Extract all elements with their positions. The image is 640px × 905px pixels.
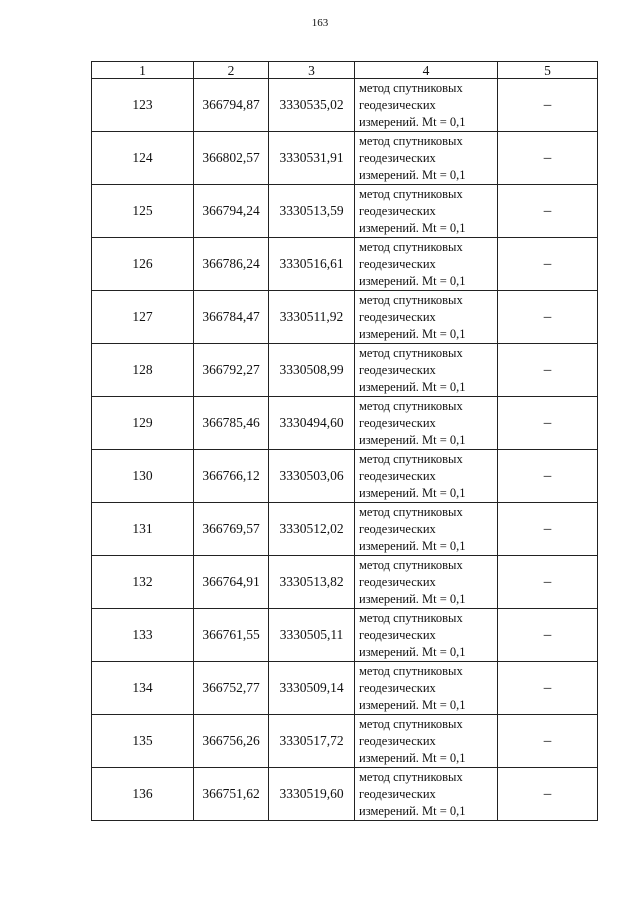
column-header: 3 [269, 62, 355, 79]
page-number: 163 [311, 17, 329, 29]
method-cell [355, 238, 498, 291]
method-line: метод спутниковых [359, 133, 463, 148]
column-header: 5 [498, 62, 598, 79]
method-line: измерений. Mt = 0,1 [359, 114, 466, 129]
method-line: измерений. Mt = 0,1 [359, 379, 466, 394]
x-coordinate-cell: 366802,57 [194, 132, 269, 185]
x-coordinate-cell: 366792,27 [194, 344, 269, 397]
point-number-cell: 131 [92, 503, 194, 556]
method-line: метод спутниковых [359, 398, 463, 413]
note-cell: – [498, 185, 598, 238]
method-line: измерений. Mt = 0,1 [359, 273, 466, 288]
method-line: метод спутниковых [359, 557, 463, 572]
point-number-cell: 123 [92, 79, 194, 132]
method-line: измерений. Mt = 0,1 [359, 697, 466, 712]
x-coordinate-cell: 366761,55 [194, 609, 269, 662]
y-coordinate-cell: 3330509,14 [269, 662, 355, 715]
y-coordinate-cell: 3330519,60 [269, 768, 355, 821]
y-coordinate-cell: 3330512,02 [269, 503, 355, 556]
note-cell: – [498, 397, 598, 450]
method-cell [355, 503, 498, 556]
method-line: геодезических [359, 786, 436, 801]
method-line: метод спутниковых [359, 345, 463, 360]
method-cell [355, 344, 498, 397]
table-row [92, 609, 598, 662]
method-line: геодезических [359, 627, 436, 642]
method-line: метод спутниковых [359, 504, 463, 519]
method-cell [355, 185, 498, 238]
y-coordinate-cell: 3330516,61 [269, 238, 355, 291]
method-cell [355, 556, 498, 609]
method-line: метод спутниковых [359, 80, 463, 95]
table-header-row [92, 62, 598, 79]
method-line: геодезических [359, 150, 436, 165]
method-line: геодезических [359, 415, 436, 430]
table-row [92, 397, 598, 450]
table-row [92, 503, 598, 556]
table-body [92, 79, 598, 821]
table-row [92, 768, 598, 821]
note-cell: – [498, 238, 598, 291]
table-row [92, 132, 598, 185]
method-line: метод спутниковых [359, 610, 463, 625]
note-cell: – [498, 556, 598, 609]
method-line: метод спутниковых [359, 292, 463, 307]
method-cell [355, 79, 498, 132]
point-number-cell: 134 [92, 662, 194, 715]
x-coordinate-cell: 366794,87 [194, 79, 269, 132]
note-cell: – [498, 503, 598, 556]
note-cell: – [498, 768, 598, 821]
method-line: метод спутниковых [359, 716, 463, 731]
method-line: геодезических [359, 521, 436, 536]
point-number-cell: 136 [92, 768, 194, 821]
x-coordinate-cell: 366752,77 [194, 662, 269, 715]
method-line: геодезических [359, 309, 436, 324]
method-line: измерений. Mt = 0,1 [359, 326, 466, 341]
note-cell: – [498, 662, 598, 715]
x-coordinate-cell: 366786,24 [194, 238, 269, 291]
method-line: измерений. Mt = 0,1 [359, 167, 466, 182]
method-line: геодезических [359, 256, 436, 271]
method-cell [355, 768, 498, 821]
coordinates-table [91, 61, 598, 821]
point-number-cell: 133 [92, 609, 194, 662]
note-cell: – [498, 715, 598, 768]
method-line: метод спутниковых [359, 239, 463, 254]
method-line: метод спутниковых [359, 663, 463, 678]
y-coordinate-cell: 3330535,02 [269, 79, 355, 132]
method-line: метод спутниковых [359, 769, 463, 784]
y-coordinate-cell: 3330505,11 [269, 609, 355, 662]
column-header: 4 [355, 62, 498, 79]
x-coordinate-cell: 366756,26 [194, 715, 269, 768]
method-line: измерений. Mt = 0,1 [359, 220, 466, 235]
method-cell [355, 662, 498, 715]
note-cell: – [498, 450, 598, 503]
y-coordinate-cell: 3330513,59 [269, 185, 355, 238]
method-line: геодезических [359, 733, 436, 748]
method-line: измерений. Mt = 0,1 [359, 750, 466, 765]
method-line: измерений. Mt = 0,1 [359, 644, 466, 659]
method-cell [355, 715, 498, 768]
y-coordinate-cell: 3330517,72 [269, 715, 355, 768]
table-row [92, 344, 598, 397]
x-coordinate-cell: 366785,46 [194, 397, 269, 450]
method-line: метод спутниковых [359, 186, 463, 201]
point-number-cell: 135 [92, 715, 194, 768]
method-line: геодезических [359, 362, 436, 377]
method-cell [355, 609, 498, 662]
y-coordinate-cell: 3330494,60 [269, 397, 355, 450]
note-cell: – [498, 132, 598, 185]
method-line: геодезических [359, 574, 436, 589]
x-coordinate-cell: 366764,91 [194, 556, 269, 609]
method-cell [355, 397, 498, 450]
note-cell: – [498, 344, 598, 397]
point-number-cell: 125 [92, 185, 194, 238]
point-number-cell: 124 [92, 132, 194, 185]
y-coordinate-cell: 3330503,06 [269, 450, 355, 503]
column-header: 1 [92, 62, 194, 79]
note-cell: – [498, 609, 598, 662]
point-number-cell: 132 [92, 556, 194, 609]
x-coordinate-cell: 366769,57 [194, 503, 269, 556]
method-line: геодезических [359, 468, 436, 483]
table-row [92, 662, 598, 715]
method-line: измерений. Mt = 0,1 [359, 591, 466, 606]
method-line: метод спутниковых [359, 451, 463, 466]
note-cell: – [498, 291, 598, 344]
x-coordinate-cell: 366751,62 [194, 768, 269, 821]
note-cell: – [498, 79, 598, 132]
method-line: измерений. Mt = 0,1 [359, 485, 466, 500]
y-coordinate-cell: 3330511,92 [269, 291, 355, 344]
x-coordinate-cell: 366794,24 [194, 185, 269, 238]
point-number-cell: 130 [92, 450, 194, 503]
x-coordinate-cell: 366766,12 [194, 450, 269, 503]
method-cell [355, 132, 498, 185]
y-coordinate-cell: 3330531,91 [269, 132, 355, 185]
method-cell [355, 291, 498, 344]
method-line: геодезических [359, 97, 436, 112]
table-row [92, 185, 598, 238]
x-coordinate-cell: 366784,47 [194, 291, 269, 344]
table-row [92, 291, 598, 344]
table-row [92, 450, 598, 503]
method-line: измерений. Mt = 0,1 [359, 432, 466, 447]
method-line: геодезических [359, 680, 436, 695]
table-row [92, 556, 598, 609]
point-number-cell: 129 [92, 397, 194, 450]
table-row [92, 79, 598, 132]
method-cell [355, 450, 498, 503]
y-coordinate-cell: 3330508,99 [269, 344, 355, 397]
table-row [92, 715, 598, 768]
point-number-cell: 126 [92, 238, 194, 291]
method-line: измерений. Mt = 0,1 [359, 538, 466, 553]
point-number-cell: 128 [92, 344, 194, 397]
table-row [92, 238, 598, 291]
method-line: измерений. Mt = 0,1 [359, 803, 466, 818]
method-line: геодезических [359, 203, 436, 218]
point-number-cell: 127 [92, 291, 194, 344]
y-coordinate-cell: 3330513,82 [269, 556, 355, 609]
column-header: 2 [194, 62, 269, 79]
